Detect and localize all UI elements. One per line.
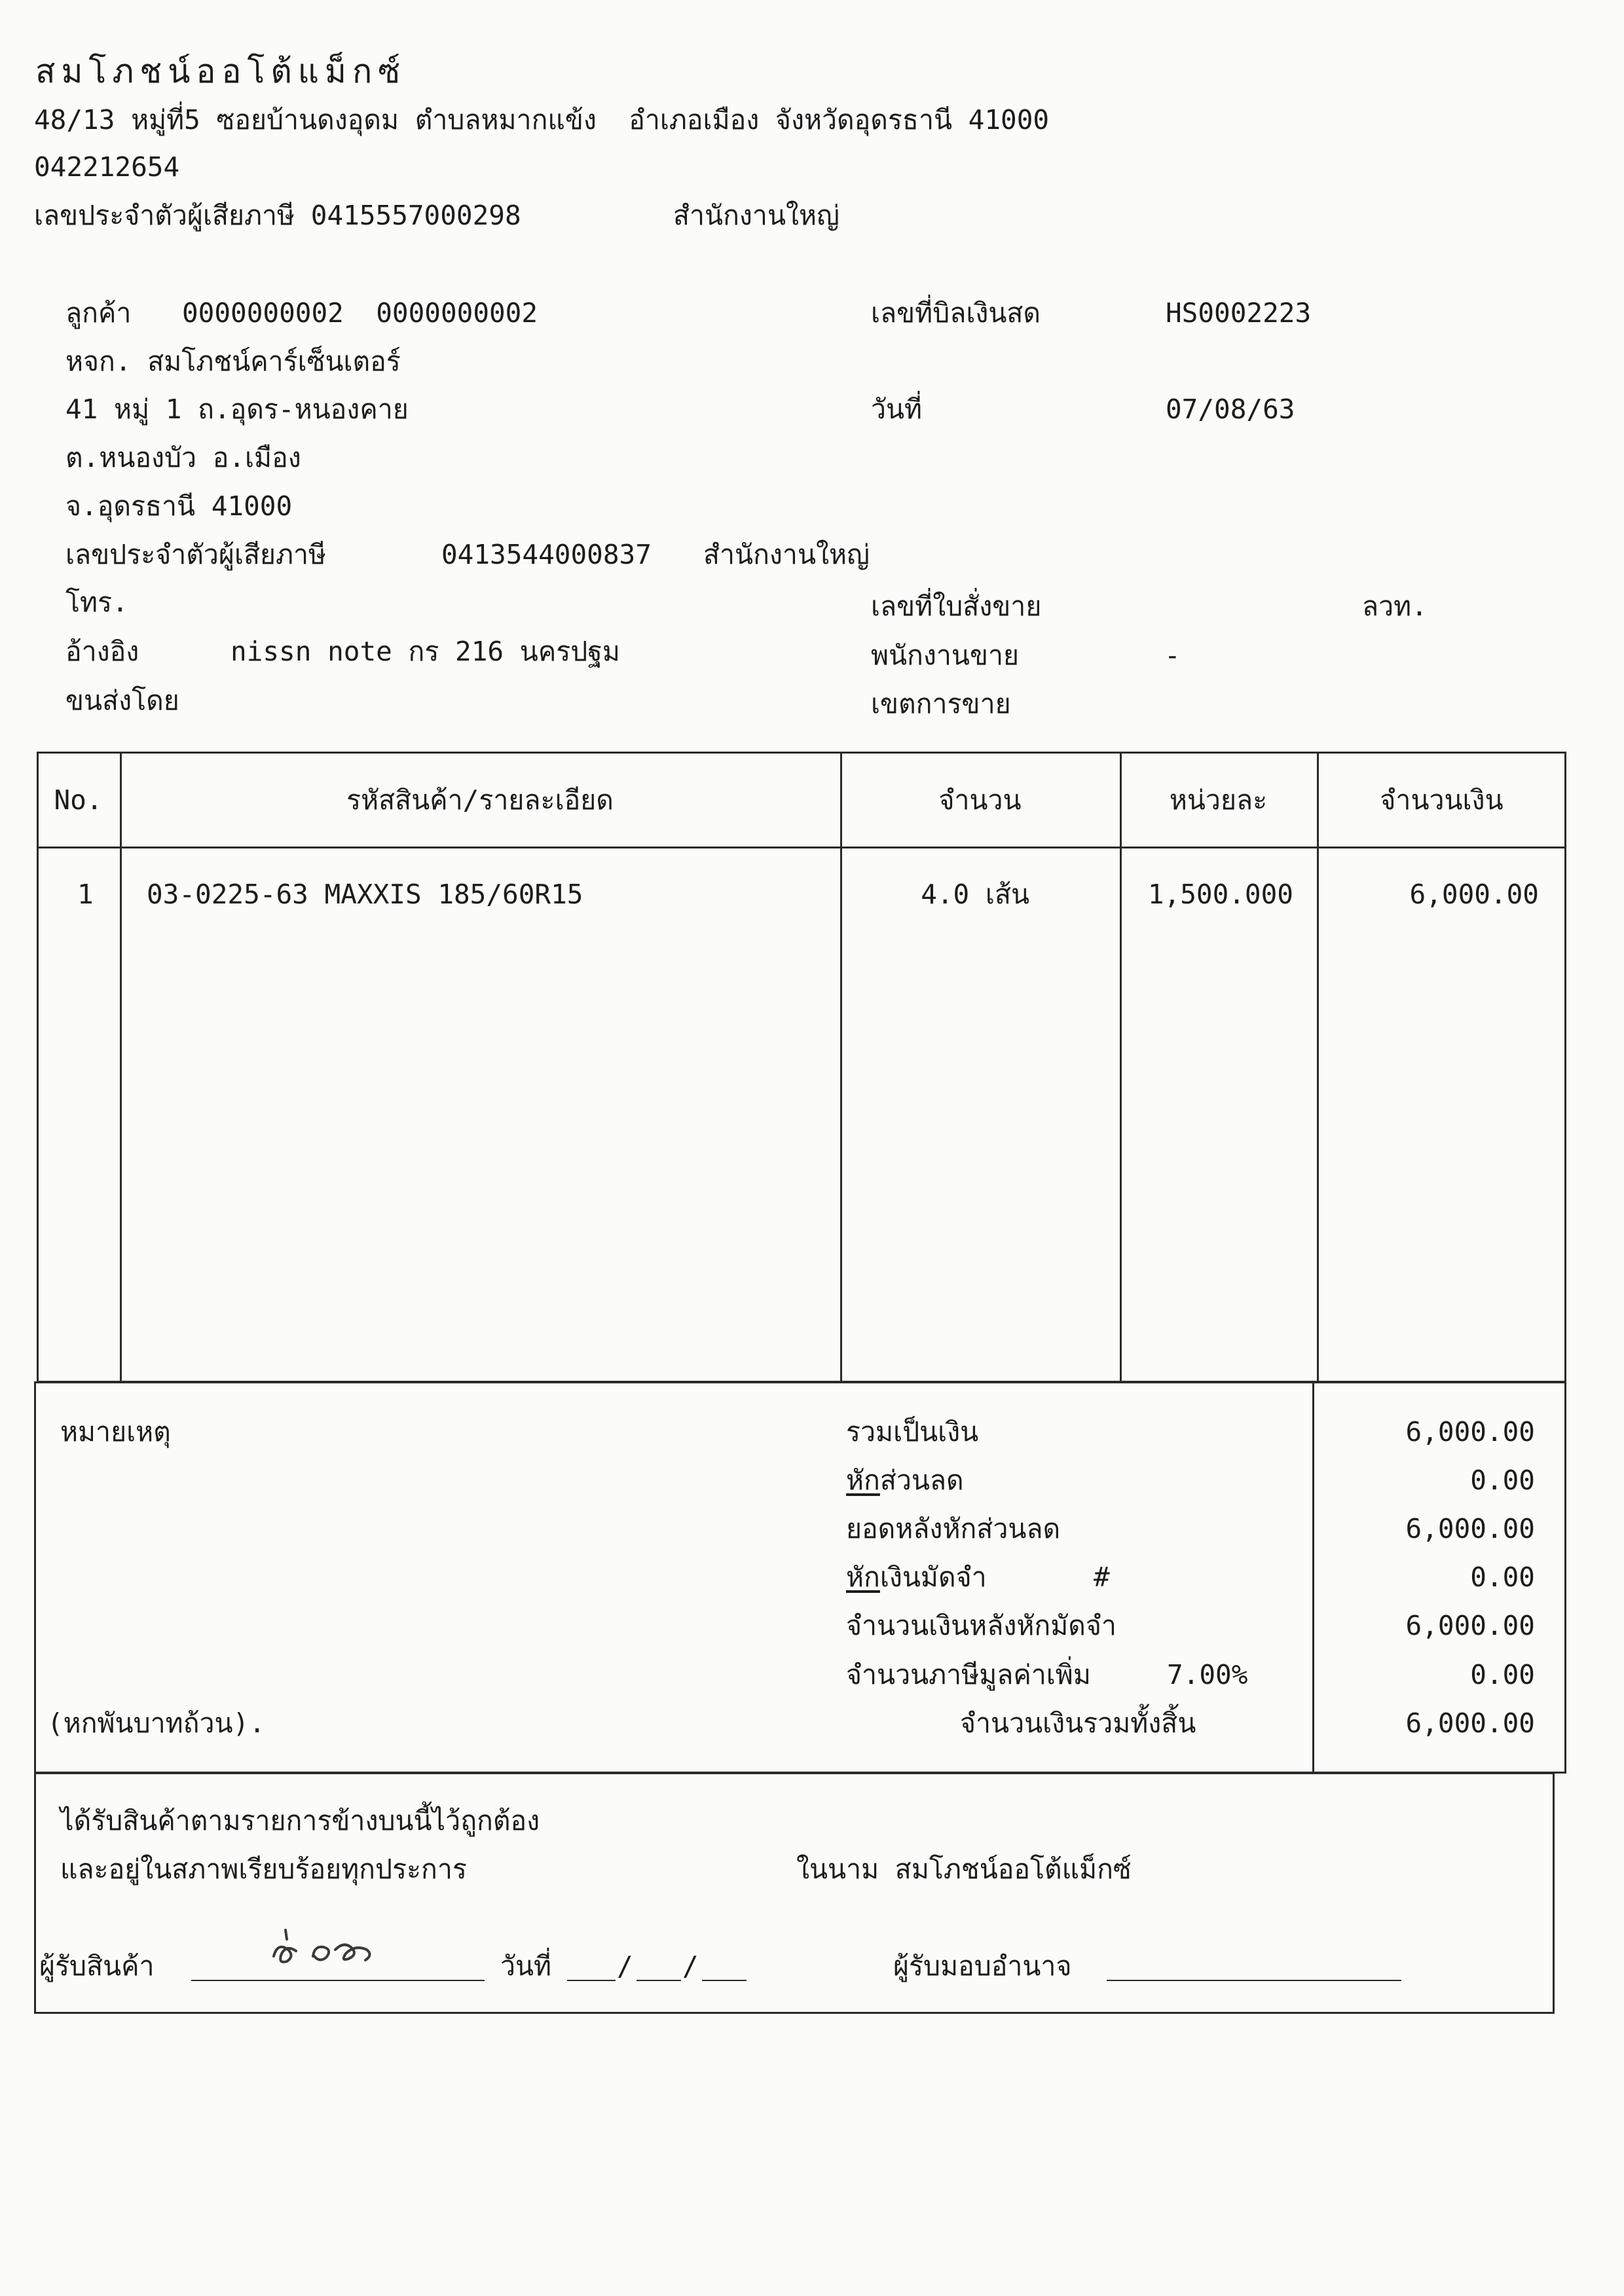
- sales-area-label: เขตการขาย: [871, 688, 1011, 720]
- reference-value: nissn note กร 216 นครปฐม: [231, 636, 620, 667]
- order-no-label: เลขที่ใบสั่งขาย: [871, 591, 1042, 622]
- handwritten-signature: [262, 1917, 393, 1976]
- customer-label: ลูกค้า: [65, 297, 132, 329]
- subtotal-value: 6,000.00: [1405, 1416, 1535, 1448]
- discount-label-deduct: หัก: [846, 1465, 880, 1496]
- summary-divider: [1312, 1381, 1314, 1774]
- company-name: สมโภชน์ออโต้แม็กซ์: [35, 52, 407, 90]
- receive-date-label: วันที่: [500, 1950, 552, 1982]
- header-quantity: จำนวน: [938, 784, 1022, 816]
- salesperson-label: พนักงานขาย: [871, 640, 1020, 671]
- remark-label: หมายเหตุ: [60, 1416, 171, 1448]
- col-divider-4: [1317, 752, 1319, 1383]
- discount-label-rest: ส่วนลด: [879, 1465, 964, 1496]
- receive-date-day: [567, 1980, 616, 1981]
- vat-label: จำนวนภาษีมูลค่าเพิ่ม: [846, 1659, 1091, 1690]
- header-no: No.: [54, 784, 103, 816]
- on-behalf-of: ในนาม สมโภชน์ออโต้แม็กซ์: [796, 1853, 1132, 1885]
- discount-label: [846, 1467, 964, 1494]
- customer-name: หจก. สมโภชน์คาร์เซ็นเตอร์: [65, 346, 401, 377]
- customer-tax-id: 0413544000837: [441, 539, 652, 570]
- after-deposit-value: 6,000.00: [1405, 1610, 1535, 1641]
- deposit-value: 0.00: [1470, 1561, 1535, 1593]
- receive-date-slash-2: /: [682, 1950, 699, 1982]
- shipping-label: ขนส่งโดย: [65, 685, 179, 716]
- total-label: จำนวนเงินรวมทั้งสิ้น: [960, 1707, 1196, 1739]
- company-phone: 042212654: [34, 151, 180, 183]
- deposit-label-rest: เงินมัดจำ: [879, 1561, 987, 1593]
- receive-date-slash-1: /: [617, 1950, 633, 1982]
- customer-code: 0000000002 0000000002: [182, 297, 538, 329]
- header-unit-price: หน่วยละ: [1169, 784, 1268, 816]
- row-1-amount: 6,000.00: [1409, 879, 1539, 910]
- authorized-signature-line: [1107, 1980, 1401, 1981]
- amount-in-words: (หกพันบาทถ้วน).: [47, 1707, 265, 1739]
- receiver-signature-line: [191, 1980, 485, 1981]
- bill-no-label: เลขที่บิลเงินสด: [871, 297, 1041, 329]
- customer-address-3: จ.อุดรธานี 41000: [65, 490, 293, 522]
- after-discount-label: ยอดหลังหักส่วนลด: [846, 1513, 1061, 1544]
- order-no-suffix: ลวท.: [1362, 591, 1428, 622]
- row-1-description: 03-0225-63 MAXXIS 185/60R15: [147, 879, 583, 910]
- date-label: วันที่: [871, 393, 923, 425]
- subtotal-label: รวมเป็นเงิน: [846, 1416, 979, 1448]
- row-1-no: 1: [77, 879, 94, 910]
- deposit-label-deduct: หัก: [846, 1561, 880, 1593]
- customer-tax-label: เลขประจำตัวผู้เสียภาษี: [65, 539, 327, 570]
- header-description: รหัสสินค้า/รายละเอียด: [346, 784, 614, 816]
- salesperson-value: -: [1164, 640, 1181, 671]
- customer-branch: สำนักงานใหญ่: [703, 539, 870, 570]
- bill-no: HS0002223: [1166, 297, 1312, 329]
- col-divider-2: [840, 752, 842, 1383]
- customer-address-2: ต.หนองบัว อ.เมือง: [65, 442, 301, 473]
- deposit-label: [846, 1561, 987, 1593]
- reference-label: อ้างอิง: [65, 636, 139, 667]
- receiver-label: ผู้รับสินค้า: [39, 1950, 155, 1982]
- company-branch: สำนักงานใหญ่: [673, 200, 840, 231]
- receive-date-month: [637, 1980, 681, 1981]
- total-value: 6,000.00: [1405, 1707, 1535, 1739]
- header-amount: จำนวนเงิน: [1380, 784, 1504, 816]
- row-1-quantity: 4.0 เส้น: [921, 879, 1029, 910]
- receive-date-year: [702, 1980, 747, 1981]
- after-deposit-label: จำนวนเงินหลังหักมัดจำ: [846, 1610, 1116, 1641]
- company-tax-id: เลขประจำตัวผู้เสียภาษี 0415557000298: [34, 200, 521, 231]
- customer-address-1: 41 หมู่ 1 ถ.อุดร-หนองคาย: [65, 393, 409, 425]
- vat-value: 0.00: [1470, 1659, 1535, 1690]
- col-divider-3: [1120, 752, 1122, 1383]
- after-discount-value: 6,000.00: [1405, 1513, 1535, 1544]
- col-divider-1: [120, 752, 122, 1383]
- deposit-mark: #: [1094, 1561, 1110, 1593]
- authorized-label: ผู้รับมอบอำนาจ: [893, 1950, 1072, 1982]
- received-statement-1: ได้รับสินค้าตามรายการข้างบนนี้ไว้ถูกต้อง: [60, 1805, 540, 1836]
- received-statement-2: และอยู่ในสภาพเรียบร้อยทุกประการ: [60, 1853, 467, 1885]
- invoice-date: 07/08/63: [1166, 393, 1295, 425]
- table-header-divider: [37, 847, 1566, 848]
- customer-phone-label: โทร.: [65, 587, 128, 618]
- vat-rate: 7.00%: [1167, 1659, 1248, 1690]
- row-1-unit-price: 1,500.000: [1147, 879, 1293, 910]
- discount-value: 0.00: [1470, 1465, 1535, 1496]
- company-address: 48/13 หมู่ที่5 ซอยบ้านดงอุดม ตำบลหมากแข้ง อำเภอเมือง จังหวัดอุดรธานี 41000: [34, 104, 1050, 136]
